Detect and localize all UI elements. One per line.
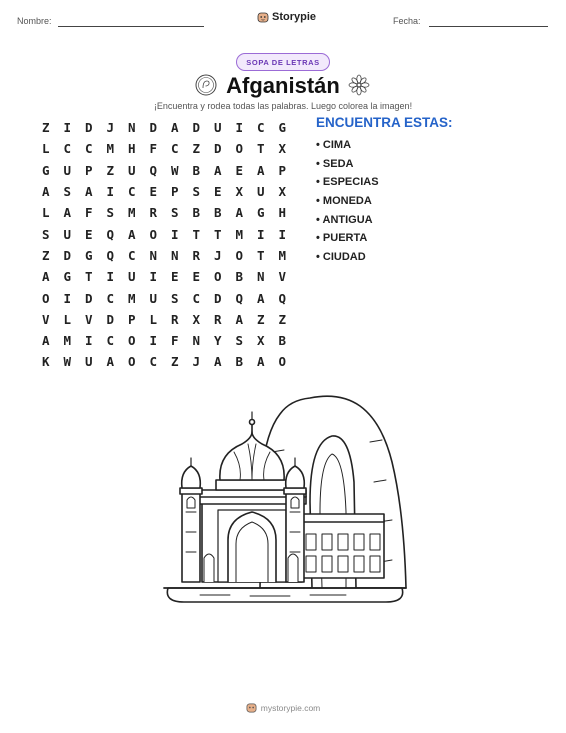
grid-cell[interactable]: X bbox=[278, 141, 287, 157]
grid-cell[interactable]: A bbox=[235, 311, 244, 327]
grid-cell[interactable]: P bbox=[278, 162, 287, 178]
word-item: • SEDA bbox=[316, 157, 354, 170]
grid-cell[interactable]: D bbox=[213, 141, 222, 157]
grid-cell[interactable]: O bbox=[127, 354, 136, 370]
grid-cell[interactable]: Z bbox=[278, 311, 287, 327]
grid-cell[interactable]: M bbox=[278, 247, 287, 263]
grid-cell[interactable]: R bbox=[149, 205, 158, 221]
grid-cell[interactable]: T bbox=[84, 269, 93, 285]
grid-cell[interactable]: S bbox=[192, 184, 201, 200]
grid-cell[interactable]: M bbox=[106, 141, 115, 157]
grid-cell[interactable]: B bbox=[235, 354, 244, 370]
grid-cell[interactable]: A bbox=[256, 354, 265, 370]
grid-cell[interactable]: Q bbox=[149, 162, 158, 178]
grid-cell[interactable]: U bbox=[127, 162, 136, 178]
grid-cell[interactable]: C bbox=[256, 120, 265, 136]
grid-cell[interactable]: G bbox=[278, 120, 287, 136]
grid-cell[interactable]: G bbox=[256, 205, 265, 221]
grid-cell[interactable]: I bbox=[63, 290, 72, 306]
grid-cell[interactable]: S bbox=[41, 226, 50, 242]
grid-cell[interactable]: R bbox=[213, 311, 222, 327]
grid-cell[interactable]: Z bbox=[192, 141, 201, 157]
grid-cell[interactable]: G bbox=[63, 269, 72, 285]
grid-cell[interactable]: T bbox=[192, 226, 201, 242]
word-item: • CIMA bbox=[316, 139, 352, 151]
grid-cell[interactable]: B bbox=[278, 333, 287, 349]
date-line[interactable] bbox=[429, 26, 548, 27]
grid-cell[interactable]: U bbox=[213, 120, 222, 136]
grid-cell[interactable]: C bbox=[63, 141, 72, 157]
grid-cell[interactable]: S bbox=[170, 205, 179, 221]
word-item: • PUERTA bbox=[316, 232, 368, 245]
grid-cell[interactable]: B bbox=[213, 205, 222, 221]
category-badge: SOPA DE LETRAS bbox=[236, 53, 330, 71]
grid-cell[interactable]: F bbox=[170, 333, 179, 349]
grid-cell[interactable]: W bbox=[63, 354, 72, 370]
grid-cell[interactable]: N bbox=[149, 247, 158, 263]
grid-cell[interactable]: Z bbox=[41, 120, 50, 136]
grid-cell[interactable]: A bbox=[106, 354, 115, 370]
grid-cell[interactable]: A bbox=[41, 333, 50, 349]
grid-cell[interactable]: F bbox=[149, 141, 158, 157]
grid-cell[interactable]: J bbox=[213, 247, 222, 263]
word-item: • CIUDAD bbox=[316, 251, 366, 264]
grid-cell[interactable]: A bbox=[63, 205, 72, 221]
footer-url[interactable]: mystorypie.com bbox=[260, 702, 321, 713]
grid-cell[interactable]: D bbox=[63, 247, 72, 263]
grid-cell[interactable]: Y bbox=[213, 333, 222, 349]
grid-cell[interactable]: Q bbox=[235, 290, 244, 306]
grid-cell[interactable]: I bbox=[106, 269, 115, 285]
grid-cell[interactable]: M bbox=[127, 205, 136, 221]
grid-cell[interactable]: E bbox=[84, 226, 93, 242]
grid-cell[interactable]: M bbox=[235, 226, 244, 242]
grid-cell[interactable]: T bbox=[256, 247, 265, 263]
grid-cell[interactable]: I bbox=[278, 226, 287, 242]
grid-cell[interactable]: E bbox=[213, 184, 222, 200]
grid-cell[interactable]: E bbox=[149, 184, 158, 200]
grid-cell[interactable]: D bbox=[84, 120, 93, 136]
grid-cell[interactable]: V bbox=[278, 269, 287, 285]
grid-cell[interactable]: X bbox=[256, 333, 265, 349]
grid-cell[interactable]: Q bbox=[106, 226, 115, 242]
grid-cell[interactable]: U bbox=[84, 354, 93, 370]
grid-cell[interactable]: E bbox=[192, 269, 201, 285]
word-search-grid[interactable] bbox=[35, 117, 295, 373]
word-item: • ANTIGUA bbox=[316, 213, 373, 226]
grid-cell[interactable]: D bbox=[106, 311, 115, 327]
coloring-illustration[interactable] bbox=[160, 392, 410, 610]
grid-cell[interactable]: I bbox=[63, 120, 72, 136]
grid-cell[interactable]: U bbox=[149, 290, 158, 306]
spice-flower-icon bbox=[347, 73, 371, 97]
grid-cell[interactable]: U bbox=[63, 226, 72, 242]
grid-cell[interactable]: L bbox=[41, 141, 50, 157]
grid-cell[interactable]: N bbox=[256, 269, 265, 285]
name-label: Nombre: bbox=[17, 16, 52, 26]
grid-cell[interactable]: R bbox=[192, 247, 201, 263]
grid-cell[interactable]: R bbox=[170, 311, 179, 327]
grid-cell[interactable]: A bbox=[127, 226, 136, 242]
grid-cell[interactable]: L bbox=[41, 205, 50, 221]
grid-cell[interactable]: I bbox=[235, 120, 244, 136]
grid-cell[interactable]: B bbox=[192, 162, 201, 178]
grid-cell[interactable]: J bbox=[192, 354, 201, 370]
grid-cell[interactable]: V bbox=[84, 311, 93, 327]
grid-cell[interactable]: F bbox=[84, 205, 93, 221]
grid-cell[interactable]: T bbox=[256, 141, 265, 157]
grid-cell[interactable]: O bbox=[127, 333, 136, 349]
grid-cell[interactable]: S bbox=[235, 333, 244, 349]
grid-cell[interactable]: H bbox=[127, 141, 136, 157]
storypie-mascot-icon bbox=[246, 702, 257, 713]
grid-cell[interactable]: Z bbox=[106, 162, 115, 178]
grid-cell[interactable]: X bbox=[278, 184, 287, 200]
grid-cell[interactable]: C bbox=[127, 247, 136, 263]
grid-cell[interactable]: O bbox=[235, 247, 244, 263]
grid-cell[interactable]: A bbox=[41, 269, 50, 285]
grid-cell[interactable]: C bbox=[149, 354, 158, 370]
grid-cell[interactable]: C bbox=[192, 290, 201, 306]
grid-cell[interactable]: I bbox=[84, 333, 93, 349]
grid-cell[interactable]: E bbox=[235, 162, 244, 178]
brand-logo bbox=[257, 11, 316, 23]
grid-cell[interactable]: Z bbox=[41, 247, 50, 263]
grid-cell[interactable]: Q bbox=[278, 290, 287, 306]
grid-cell[interactable]: Z bbox=[170, 354, 179, 370]
footer bbox=[0, 702, 566, 713]
grid-cell[interactable]: L bbox=[149, 311, 158, 327]
grid-cell[interactable]: G bbox=[84, 247, 93, 263]
grid-cell[interactable]: N bbox=[170, 247, 179, 263]
grid-cell[interactable]: A bbox=[256, 162, 265, 178]
grid-cell[interactable]: A bbox=[213, 162, 222, 178]
storypie-mascot-icon bbox=[257, 11, 269, 23]
grid-cell[interactable]: A bbox=[41, 184, 50, 200]
brand-name: Storypie bbox=[272, 11, 317, 23]
grid-cell[interactable]: P bbox=[84, 162, 93, 178]
word-item: • ESPECIAS bbox=[316, 176, 379, 189]
grid-cell[interactable]: A bbox=[170, 120, 179, 136]
grid-cell[interactable]: U bbox=[256, 184, 265, 200]
grid-cell[interactable]: A bbox=[213, 354, 222, 370]
grid-cell[interactable]: C bbox=[106, 290, 115, 306]
grid-cell[interactable]: I bbox=[106, 184, 115, 200]
grid-cell[interactable]: A bbox=[235, 205, 244, 221]
grid-cell[interactable]: S bbox=[63, 184, 72, 200]
grid-cell[interactable]: N bbox=[192, 333, 201, 349]
grid-cell[interactable]: C bbox=[127, 184, 136, 200]
grid-cell[interactable]: I bbox=[170, 226, 179, 242]
grid-cell[interactable]: C bbox=[106, 333, 115, 349]
grid-cell[interactable]: M bbox=[63, 333, 72, 349]
grid-cell[interactable]: I bbox=[256, 226, 265, 242]
grid-cell[interactable]: B bbox=[235, 269, 244, 285]
grid-cell[interactable]: T bbox=[213, 226, 222, 242]
grid-cell[interactable]: A bbox=[84, 184, 93, 200]
grid-cell[interactable]: I bbox=[149, 333, 158, 349]
grid-cell[interactable]: I bbox=[149, 269, 158, 285]
name-line[interactable] bbox=[58, 26, 204, 27]
grid-cell[interactable]: O bbox=[41, 290, 50, 306]
grid-cell[interactable]: W bbox=[170, 162, 179, 178]
coin-icon bbox=[194, 73, 218, 97]
grid-cell[interactable]: C bbox=[84, 141, 93, 157]
grid-cell[interactable]: D bbox=[213, 290, 222, 306]
grid-cell[interactable]: X bbox=[235, 184, 244, 200]
grid-cell[interactable]: P bbox=[170, 184, 179, 200]
grid-cell[interactable]: O bbox=[149, 226, 158, 242]
grid-cell[interactable]: L bbox=[63, 311, 72, 327]
date-label: Fecha: bbox=[393, 16, 421, 26]
grid-cell[interactable]: U bbox=[63, 162, 72, 178]
grid-cell[interactable]: V bbox=[41, 311, 50, 327]
grid-cell[interactable]: D bbox=[84, 290, 93, 306]
grid-cell[interactable]: Z bbox=[256, 311, 265, 327]
grid-cell[interactable]: O bbox=[235, 141, 244, 157]
grid-cell[interactable]: B bbox=[192, 205, 201, 221]
grid-cell[interactable]: S bbox=[106, 205, 115, 221]
grid-cell[interactable]: P bbox=[127, 311, 136, 327]
grid-cell[interactable]: A bbox=[256, 290, 265, 306]
grid-cell[interactable]: D bbox=[149, 120, 158, 136]
grid-cell[interactable]: G bbox=[41, 162, 50, 178]
grid-cell[interactable]: J bbox=[106, 120, 115, 136]
word-list-title: ENCUENTRA ESTAS: bbox=[316, 115, 453, 130]
grid-cell[interactable]: S bbox=[170, 290, 179, 306]
grid-cell[interactable]: U bbox=[127, 269, 136, 285]
grid-cell[interactable]: K bbox=[41, 354, 50, 370]
grid-cell[interactable]: X bbox=[192, 311, 201, 327]
grid-cell[interactable]: E bbox=[170, 269, 179, 285]
grid-cell[interactable]: N bbox=[127, 120, 136, 136]
word-item: • MONEDA bbox=[316, 195, 372, 208]
grid-cell[interactable]: M bbox=[127, 290, 136, 306]
grid-cell[interactable]: O bbox=[278, 354, 287, 370]
word-list bbox=[316, 136, 379, 267]
grid-cell[interactable]: C bbox=[170, 141, 179, 157]
grid-cell[interactable]: H bbox=[278, 205, 287, 221]
page-title: Afganistán bbox=[226, 73, 340, 98]
grid-cell[interactable]: D bbox=[192, 120, 201, 136]
grid-cell[interactable]: Q bbox=[106, 247, 115, 263]
grid-cell[interactable]: O bbox=[213, 269, 222, 285]
instructions: ¡Encuentra y rodea todas las palabras. Luego colorea la imagen! bbox=[153, 101, 413, 111]
